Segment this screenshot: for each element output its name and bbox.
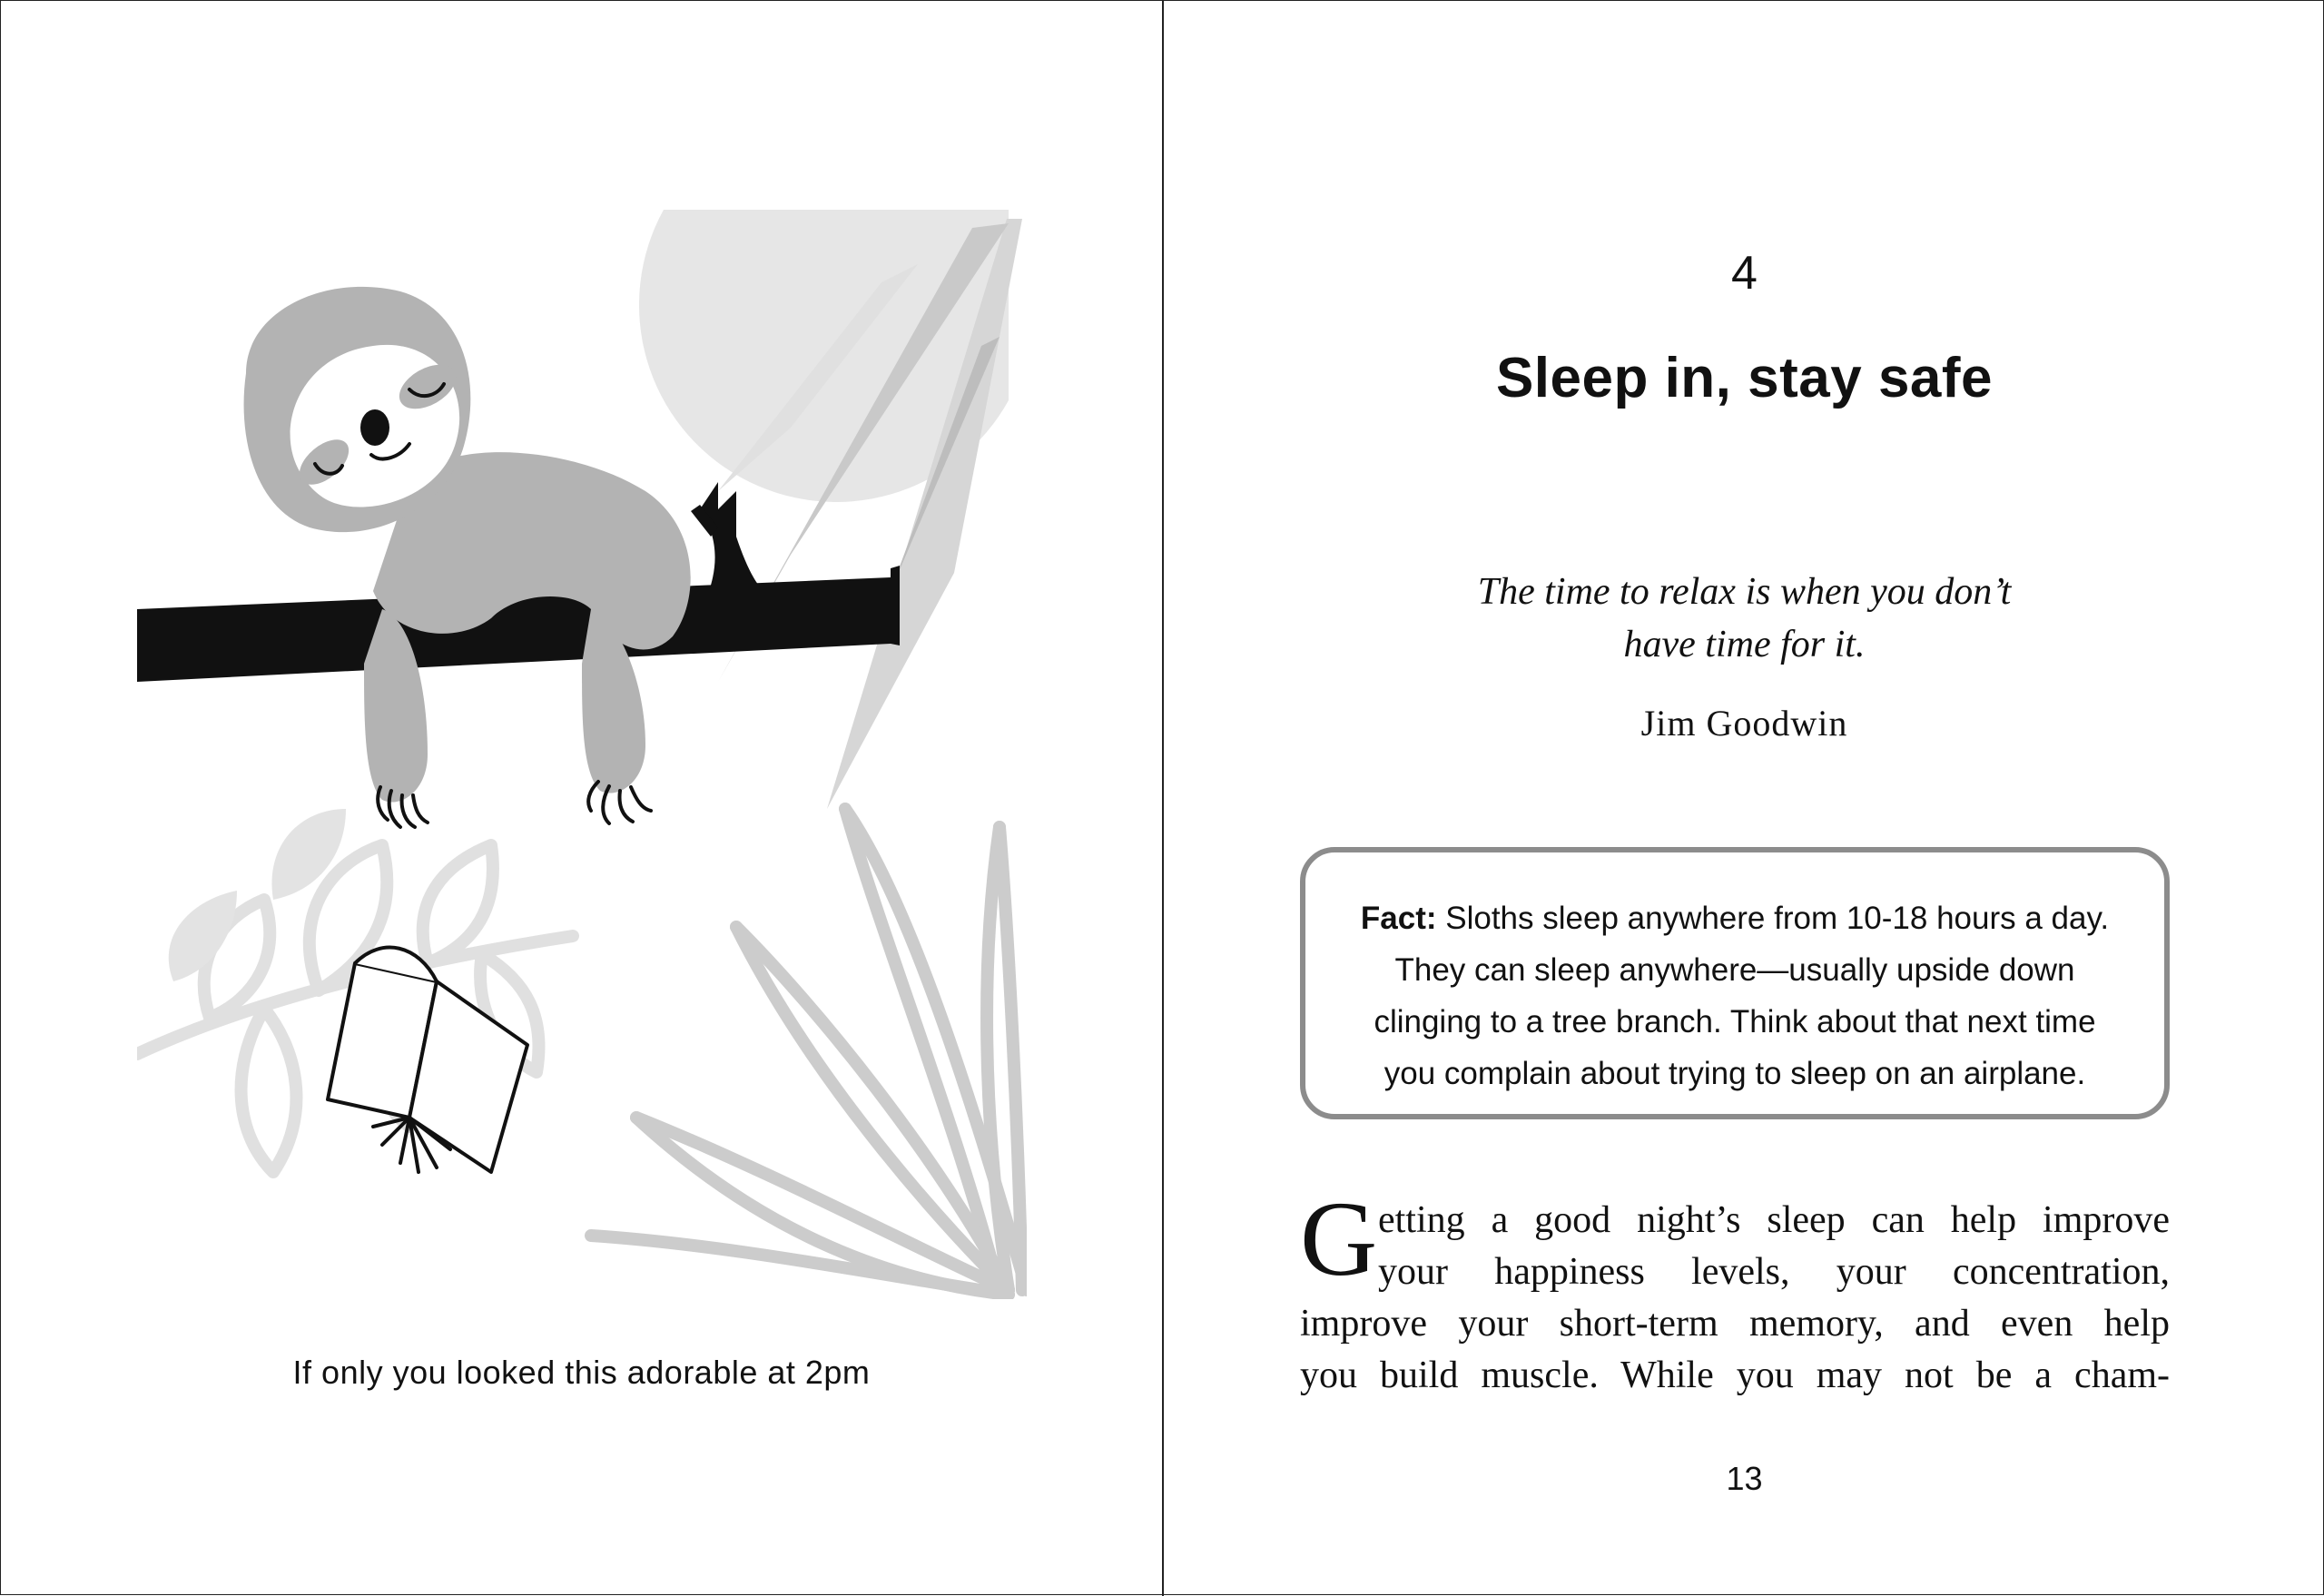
fact-line: They can sleep anywhere—usually upside down [1394,952,2075,988]
quote-author: Jim Goodwin [1640,703,1848,744]
epigraph-quote [1164,566,2324,671]
body-line: etting a good night’s sleep can help improve [1378,1199,2170,1241]
branch-twig [700,482,763,591]
book-drawing [328,948,527,1172]
sloth [244,287,691,803]
chapter-title: Sleep in, stay safe [1495,347,1994,409]
drop-cap: G [1300,1179,1378,1298]
fact-line [1333,892,2137,944]
chapter-number: 4 [1731,247,1758,300]
page-number: 13 [1726,1460,1763,1497]
fact-line: you complain about trying to sleep on an airplane. [1384,1056,2086,1091]
fact-text: Sloths sleep anywhere from 10-18 hours a day. [1436,901,2110,936]
quote-line: The time to relax is when you don’t [1477,571,2012,613]
body-line: improve your short-term memory, and even help [1300,1303,2170,1345]
body-line: you build muscle. While you may not be a cham- [1300,1355,2170,1396]
right-page [1164,1,2324,1596]
body-line: your happiness levels, your concentration, [1378,1251,2170,1293]
quote-line: have time for it. [1623,624,1866,665]
illustration-caption: If only you looked this adorable at 2pm [292,1354,871,1391]
sloth-claws [378,782,651,827]
body-paragraph [1300,1195,2170,1402]
fact-line: clinging to a tree branch. Think about that next time [1374,1004,2096,1039]
leaf-outlines-right [591,809,1027,1295]
fact-label: Fact: [1360,901,1437,936]
fact-box [1300,847,2170,1119]
sloth-illustration [137,210,1027,1299]
sloth-nose [360,409,389,446]
left-page [1,1,1162,1596]
